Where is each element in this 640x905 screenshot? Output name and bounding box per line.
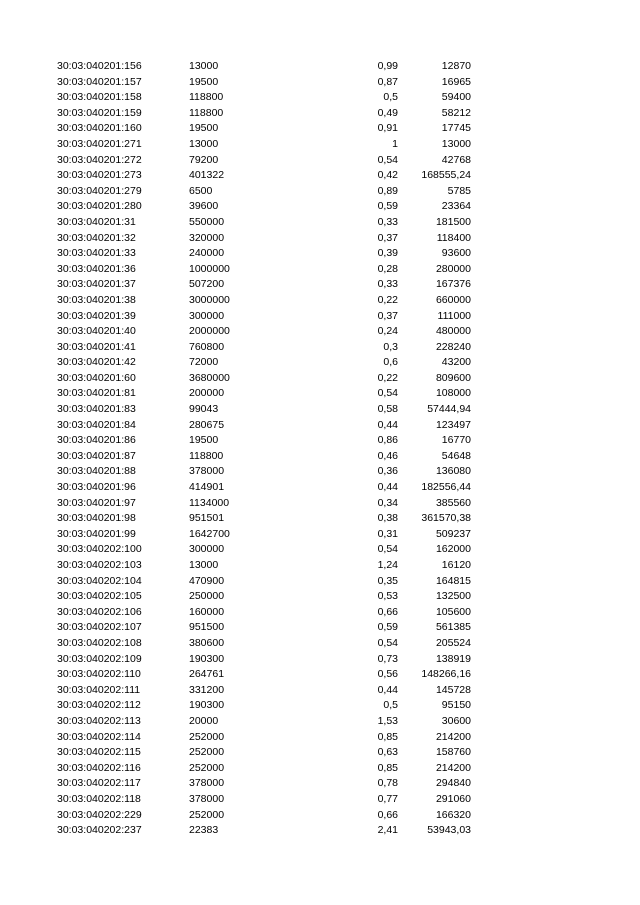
result-cell: 16965 [441, 75, 471, 88]
cadastral-number-cell: 30:03:040202:116 [57, 761, 141, 774]
table-row [0, 153, 640, 169]
table-row [0, 340, 640, 356]
coefficient-cell: 0,37 [377, 231, 398, 244]
table-row [0, 667, 640, 683]
value-cell: 1134000 [189, 496, 230, 509]
coefficient-cell: 0,66 [377, 808, 398, 821]
value-cell: 300000 [189, 309, 225, 322]
result-cell: 181500 [435, 215, 471, 228]
result-cell: 105600 [435, 605, 471, 618]
result-cell: 361570,38 [421, 512, 471, 525]
result-cell: 164815 [435, 574, 471, 587]
result-cell: 54648 [441, 449, 471, 462]
coefficient-cell: 0,24 [377, 325, 398, 338]
cadastral-number-cell: 30:03:040201:40 [57, 325, 136, 338]
table-row [0, 199, 640, 215]
value-cell: 118800 [189, 106, 224, 119]
result-cell: 118400 [436, 231, 471, 244]
value-cell: 190300 [189, 652, 225, 665]
value-cell: 760800 [189, 340, 225, 353]
coefficient-cell: 0,35 [377, 574, 398, 587]
value-cell: 72000 [189, 356, 219, 369]
cadastral-number-cell: 30:03:040202:107 [57, 621, 142, 634]
cadastral-number-cell: 30:03:040201:272 [57, 153, 142, 166]
coefficient-cell: 0,5 [383, 699, 398, 712]
coefficient-cell: 0,34 [377, 496, 398, 509]
value-cell: 39600 [189, 200, 219, 213]
table-row [0, 418, 640, 434]
coefficient-cell: 0,28 [377, 262, 398, 275]
result-cell: 385560 [435, 496, 471, 509]
value-cell: 3000000 [189, 293, 230, 306]
value-cell: 951500 [189, 621, 225, 634]
result-cell: 57444,94 [427, 403, 471, 416]
value-cell: 378000 [189, 777, 225, 790]
coefficient-cell: 0,22 [377, 371, 398, 384]
table-row [0, 792, 640, 808]
coefficient-cell: 0,38 [377, 512, 398, 525]
cadastral-number-cell: 30:03:040202:100 [57, 543, 142, 556]
coefficient-cell: 0,39 [377, 247, 398, 260]
result-cell: 16770 [441, 434, 471, 447]
result-cell: 123497 [435, 418, 471, 431]
result-cell: 166320 [435, 808, 471, 821]
table-row [0, 620, 640, 636]
value-cell: 250000 [189, 590, 225, 603]
cadastral-number-cell: 30:03:040202:111 [57, 683, 141, 696]
value-cell: 2000000 [189, 325, 230, 338]
result-cell: 59400 [441, 91, 471, 104]
result-cell: 108000 [435, 387, 471, 400]
table-row [0, 776, 640, 792]
coefficient-cell: 0,33 [377, 215, 398, 228]
result-cell: 30600 [441, 714, 471, 727]
coefficient-cell: 0,59 [377, 621, 398, 634]
value-cell: 252000 [189, 730, 225, 743]
value-cell: 160000 [189, 605, 225, 618]
coefficient-cell: 0,91 [377, 122, 398, 135]
coefficient-cell: 0,49 [377, 106, 398, 119]
value-cell: 118800 [189, 449, 224, 462]
result-cell: 17745 [441, 122, 471, 135]
value-cell: 13000 [189, 559, 219, 571]
cadastral-number-cell: 30:03:040201:279 [57, 184, 142, 197]
value-cell: 252000 [189, 761, 225, 774]
cadastral-number-cell: 30:03:040202:229 [57, 808, 142, 821]
coefficient-cell: 0,87 [377, 75, 398, 88]
coefficient-cell: 0,78 [377, 777, 398, 790]
table-row [0, 511, 640, 527]
coefficient-cell: 1,53 [377, 714, 398, 727]
cadastral-number-cell: 30:03:040201:83 [57, 403, 136, 416]
cadastral-number-cell: 30:03:040201:60 [57, 371, 136, 384]
result-cell: 291060 [435, 792, 471, 805]
cadastral-number-cell: 30:03:040202:112 [57, 699, 141, 712]
value-cell: 79200 [189, 153, 219, 166]
coefficient-cell: 0,89 [377, 184, 398, 197]
cadastral-number-cell: 30:03:040201:81 [57, 387, 136, 400]
coefficient-cell: 0,85 [377, 730, 398, 743]
table-row [0, 246, 640, 262]
cadastral-number-cell: 30:03:040202:109 [57, 652, 142, 665]
table-row [0, 231, 640, 247]
coefficient-cell: 0,54 [377, 636, 398, 649]
value-cell: 507200 [189, 278, 225, 291]
value-cell: 13000 [189, 137, 219, 150]
table-row [0, 309, 640, 325]
cadastral-number-cell: 30:03:040202:108 [57, 636, 142, 649]
result-cell: 509237 [435, 527, 471, 540]
table-row [0, 168, 640, 184]
coefficient-cell: 0,73 [377, 652, 398, 665]
cadastral-number-cell: 30:03:040201:156 [57, 60, 142, 72]
value-cell: 22383 [189, 824, 219, 837]
coefficient-cell: 0,36 [377, 465, 398, 478]
cadastral-number-cell: 30:03:040201:36 [57, 262, 136, 275]
table-row [0, 402, 640, 418]
result-cell: 148266,16 [421, 668, 471, 681]
cadastral-number-cell: 30:03:040201:41 [57, 340, 136, 353]
cadastral-number-cell: 30:03:040202:105 [57, 590, 142, 603]
table-row [0, 324, 640, 340]
cadastral-number-cell: 30:03:040201:38 [57, 293, 136, 306]
cadastral-number-cell: 30:03:040202:103 [57, 559, 142, 571]
table-row [0, 652, 640, 668]
cadastral-number-cell: 30:03:040201:31 [57, 215, 136, 228]
result-cell: 138919 [435, 652, 471, 665]
table-row [0, 542, 640, 558]
result-cell: 23364 [441, 200, 471, 213]
result-cell: 53943,03 [427, 824, 471, 837]
coefficient-cell: 0,54 [377, 387, 398, 400]
value-cell: 190300 [189, 699, 225, 712]
value-cell: 99043 [189, 403, 219, 416]
table-row [0, 293, 640, 309]
value-cell: 20000 [189, 714, 219, 727]
cadastral-number-cell: 30:03:040202:113 [57, 714, 141, 727]
table-row [0, 121, 640, 137]
cadastral-number-cell: 30:03:040201:160 [57, 122, 142, 135]
coefficient-cell: 0,86 [377, 434, 398, 447]
value-cell: 320000 [189, 231, 225, 244]
cadastral-number-cell: 30:03:040201:32 [57, 231, 136, 244]
result-cell: 214200 [435, 761, 471, 774]
result-cell: 95150 [441, 699, 471, 712]
coefficient-cell: 0,63 [377, 746, 398, 759]
cadastral-number-cell: 30:03:040202:115 [57, 746, 141, 759]
value-cell: 3680000 [189, 371, 230, 384]
cadastral-number-cell: 30:03:040202:118 [57, 792, 141, 805]
coefficient-cell: 0,54 [377, 153, 398, 166]
cadastral-number-cell: 30:03:040202:106 [57, 605, 142, 618]
table-row [0, 449, 640, 465]
coefficient-cell: 0,31 [377, 527, 398, 540]
value-cell: 19500 [189, 434, 219, 447]
coefficient-cell: 0,6 [383, 356, 398, 369]
table-row [0, 106, 640, 122]
coefficient-cell: 1 [392, 137, 398, 150]
coefficient-cell: 2,41 [377, 824, 398, 837]
cadastral-number-cell: 30:03:040201:87 [57, 449, 136, 462]
table-row [0, 527, 640, 543]
cadastral-number-cell: 30:03:040201:158 [57, 91, 142, 104]
table-row [0, 371, 640, 387]
table-row [0, 355, 640, 371]
table-row [0, 605, 640, 621]
result-cell: 294840 [435, 777, 471, 790]
table-row [0, 714, 640, 730]
value-cell: 951501 [189, 512, 225, 525]
result-cell: 43200 [441, 356, 471, 369]
value-cell: 1642700 [189, 527, 230, 540]
cadastral-number-cell: 30:03:040201:96 [57, 481, 136, 494]
table-row [0, 636, 640, 652]
value-cell: 264761 [189, 668, 225, 681]
cadastral-number-cell: 30:03:040201:42 [57, 356, 136, 369]
coefficient-cell: 0,46 [377, 449, 398, 462]
cadastral-number-cell: 30:03:040202:237 [57, 824, 142, 837]
value-cell: 19500 [189, 75, 219, 88]
cadastral-number-cell: 30:03:040201:273 [57, 169, 142, 182]
value-cell: 470900 [189, 574, 225, 587]
cadastral-number-cell: 30:03:040201:37 [57, 278, 136, 291]
value-cell: 300000 [189, 543, 225, 556]
table-row [0, 137, 640, 153]
cadastral-number-cell: 30:03:040202:104 [57, 574, 142, 587]
value-cell: 252000 [189, 808, 225, 821]
coefficient-cell: 0,44 [377, 418, 398, 431]
table-row [0, 277, 640, 293]
result-cell: 205524 [435, 636, 471, 649]
value-cell: 331200 [189, 683, 225, 696]
result-cell: 58212 [441, 106, 471, 119]
table-row [0, 761, 640, 777]
table-row [0, 745, 640, 761]
result-cell: 168555,24 [421, 169, 471, 182]
result-cell: 93600 [441, 247, 471, 260]
result-cell: 13000 [441, 137, 471, 150]
table-row [0, 808, 640, 824]
value-cell: 13000 [189, 60, 219, 72]
result-cell: 660000 [435, 293, 471, 306]
cadastral-number-cell: 30:03:040202:117 [57, 777, 141, 790]
result-cell: 167376 [435, 278, 471, 291]
result-cell: 111000 [437, 309, 471, 322]
table-row [0, 433, 640, 449]
table-row [0, 386, 640, 402]
result-cell: 16120 [441, 559, 471, 571]
cadastral-number-cell: 30:03:040201:84 [57, 418, 136, 431]
coefficient-cell: 0,42 [377, 169, 398, 182]
cadastral-number-cell: 30:03:040201:86 [57, 434, 136, 447]
table-row [0, 730, 640, 746]
result-cell: 162000 [435, 543, 471, 556]
result-cell: 809600 [435, 371, 471, 384]
coefficient-cell: 0,53 [377, 590, 398, 603]
value-cell: 6500 [189, 184, 213, 197]
table-row [0, 262, 640, 278]
value-cell: 280675 [189, 418, 225, 431]
table-row [0, 215, 640, 231]
coefficient-cell: 0,22 [377, 293, 398, 306]
cadastral-number-cell: 30:03:040201:159 [57, 106, 142, 119]
result-cell: 42768 [441, 153, 471, 166]
table-row [0, 698, 640, 714]
result-cell: 136080 [435, 465, 471, 478]
cadastral-number-cell: 30:03:040201:88 [57, 465, 136, 478]
table-row [0, 90, 640, 106]
result-cell: 480000 [435, 325, 471, 338]
value-cell: 378000 [189, 465, 225, 478]
value-cell: 118800 [189, 91, 224, 104]
result-cell: 214200 [435, 730, 471, 743]
coefficient-cell: 0,99 [377, 60, 398, 72]
result-cell: 561385 [435, 621, 471, 634]
value-cell: 380600 [189, 636, 225, 649]
result-cell: 158760 [435, 746, 471, 759]
cadastral-number-cell: 30:03:040202:110 [57, 668, 141, 681]
table-row [0, 496, 640, 512]
cadastral-number-cell: 30:03:040201:98 [57, 512, 136, 525]
coefficient-cell: 0,58 [377, 403, 398, 416]
table-row [0, 574, 640, 590]
coefficient-cell: 0,54 [377, 543, 398, 556]
table-row [0, 464, 640, 480]
coefficient-cell: 0,77 [377, 792, 398, 805]
result-cell: 182556,44 [421, 481, 471, 494]
result-cell: 132500 [435, 590, 471, 603]
result-cell: 145728 [435, 683, 471, 696]
result-cell: 12870 [441, 60, 471, 72]
table-row [0, 184, 640, 200]
coefficient-cell: 0,44 [377, 481, 398, 494]
coefficient-cell: 0,33 [377, 278, 398, 291]
result-cell: 280000 [435, 262, 471, 275]
coefficient-cell: 0,59 [377, 200, 398, 213]
spreadsheet-table [0, 59, 640, 839]
value-cell: 414901 [189, 481, 225, 494]
value-cell: 1000000 [189, 262, 230, 275]
coefficient-cell: 0,66 [377, 605, 398, 618]
cadastral-number-cell: 30:03:040201:280 [57, 200, 142, 213]
value-cell: 240000 [189, 247, 225, 260]
coefficient-cell: 0,44 [377, 683, 398, 696]
table-row [0, 823, 640, 839]
result-cell: 228240 [435, 340, 471, 353]
table-row [0, 59, 640, 75]
cadastral-number-cell: 30:03:040201:157 [57, 75, 142, 88]
coefficient-cell: 1,24 [377, 559, 398, 571]
value-cell: 252000 [189, 746, 225, 759]
table-row [0, 589, 640, 605]
cadastral-number-cell: 30:03:040201:99 [57, 527, 136, 540]
coefficient-cell: 0,85 [377, 761, 398, 774]
cadastral-number-cell: 30:03:040201:271 [57, 137, 142, 150]
coefficient-cell: 0,5 [383, 91, 398, 104]
result-cell: 5785 [447, 184, 471, 197]
table-row [0, 683, 640, 699]
value-cell: 401322 [189, 169, 225, 182]
cadastral-number-cell: 30:03:040201:33 [57, 247, 136, 260]
value-cell: 200000 [189, 387, 225, 400]
value-cell: 550000 [189, 215, 225, 228]
coefficient-cell: 0,56 [377, 668, 398, 681]
cadastral-number-cell: 30:03:040201:39 [57, 309, 136, 322]
value-cell: 378000 [189, 792, 225, 805]
coefficient-cell: 0,3 [383, 340, 398, 353]
table-row [0, 558, 640, 574]
table-row [0, 480, 640, 496]
cadastral-number-cell: 30:03:040201:97 [57, 496, 136, 509]
table-row [0, 75, 640, 91]
value-cell: 19500 [189, 122, 219, 135]
coefficient-cell: 0,37 [377, 309, 398, 322]
cadastral-number-cell: 30:03:040202:114 [57, 730, 141, 743]
